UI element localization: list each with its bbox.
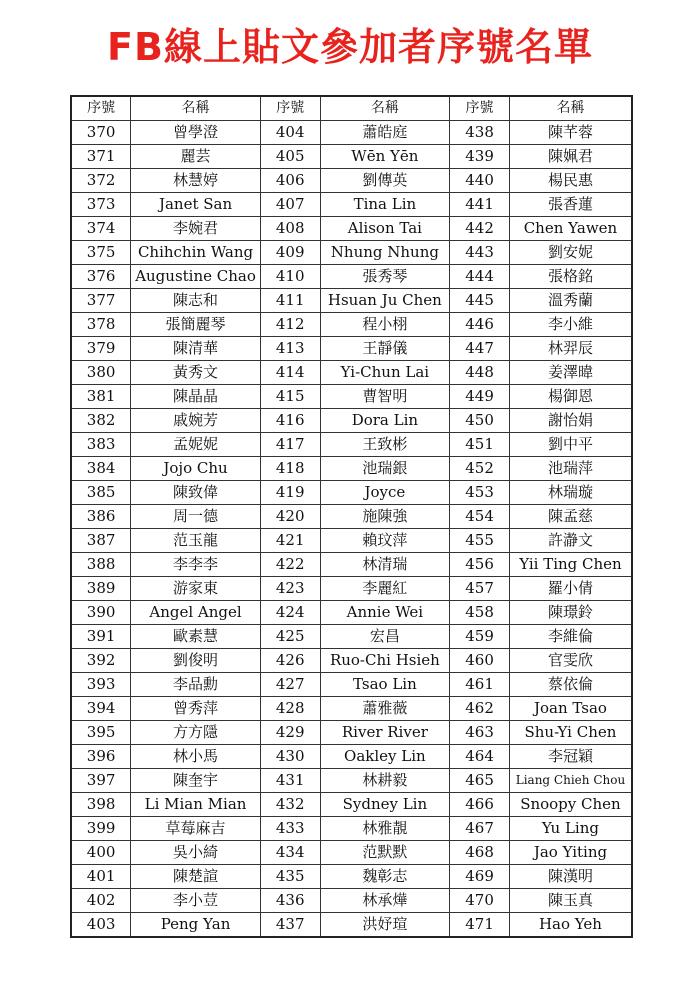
serial-cell: 409 bbox=[260, 241, 320, 265]
name-cell: 王致彬 bbox=[320, 433, 450, 457]
name-cell: 李品勳 bbox=[131, 673, 261, 697]
serial-cell: 395 bbox=[71, 721, 131, 745]
name-cell: Sydney Lin bbox=[320, 793, 450, 817]
serial-cell: 386 bbox=[71, 505, 131, 529]
name-cell: Angel Angel bbox=[131, 601, 261, 625]
table-row bbox=[71, 865, 632, 889]
name-cell: Shu-Yi Chen bbox=[509, 721, 632, 745]
table-row bbox=[71, 505, 632, 529]
serial-cell: 442 bbox=[450, 217, 510, 241]
table-row bbox=[71, 313, 632, 337]
name-cell: 張香蓮 bbox=[509, 193, 632, 217]
table-row bbox=[71, 913, 632, 938]
name-cell: 陳玉真 bbox=[509, 889, 632, 913]
name-cell: 賴玟萍 bbox=[320, 529, 450, 553]
name-cell: Snoopy Chen bbox=[509, 793, 632, 817]
serial-cell: 455 bbox=[450, 529, 510, 553]
serial-cell: 459 bbox=[450, 625, 510, 649]
name-cell: 張秀琴 bbox=[320, 265, 450, 289]
serial-cell: 448 bbox=[450, 361, 510, 385]
serial-cell: 421 bbox=[260, 529, 320, 553]
serial-cell: 460 bbox=[450, 649, 510, 673]
name-cell: Yu Ling bbox=[509, 817, 632, 841]
name-cell: 曹智明 bbox=[320, 385, 450, 409]
name-cell: 陳晶晶 bbox=[131, 385, 261, 409]
name-cell: 陳芊蓉 bbox=[509, 121, 632, 145]
serial-cell: 428 bbox=[260, 697, 320, 721]
name-cell: 劉俊明 bbox=[131, 649, 261, 673]
table-header-row bbox=[71, 96, 632, 121]
serial-cell: 430 bbox=[260, 745, 320, 769]
name-cell: 陳清華 bbox=[131, 337, 261, 361]
name-cell: Yi-Chun Lai bbox=[320, 361, 450, 385]
name-cell: 溫秀蘭 bbox=[509, 289, 632, 313]
name-cell: 草莓麻吉 bbox=[131, 817, 261, 841]
name-cell: Augustine Chao bbox=[131, 265, 261, 289]
serial-cell: 402 bbox=[71, 889, 131, 913]
serial-cell: 376 bbox=[71, 265, 131, 289]
table-row bbox=[71, 433, 632, 457]
serial-cell: 407 bbox=[260, 193, 320, 217]
table-row bbox=[71, 337, 632, 361]
serial-cell: 441 bbox=[450, 193, 510, 217]
serial-cell: 403 bbox=[71, 913, 131, 938]
serial-cell: 373 bbox=[71, 193, 131, 217]
name-cell: 陳致偉 bbox=[131, 481, 261, 505]
serial-cell: 400 bbox=[71, 841, 131, 865]
name-cell: Oakley Lin bbox=[320, 745, 450, 769]
name-cell: 李婉君 bbox=[131, 217, 261, 241]
table-row bbox=[71, 169, 632, 193]
serial-cell: 372 bbox=[71, 169, 131, 193]
name-cell: 林耕毅 bbox=[320, 769, 450, 793]
table-body bbox=[71, 121, 632, 938]
serial-cell: 385 bbox=[71, 481, 131, 505]
name-cell: 方方隱 bbox=[131, 721, 261, 745]
name-cell: Tina Lin bbox=[320, 193, 450, 217]
serial-cell: 439 bbox=[450, 145, 510, 169]
table-row bbox=[71, 577, 632, 601]
name-cell: 李李李 bbox=[131, 553, 261, 577]
serial-cell: 417 bbox=[260, 433, 320, 457]
name-cell: 蔡依倫 bbox=[509, 673, 632, 697]
serial-cell: 438 bbox=[450, 121, 510, 145]
name-cell: 麗芸 bbox=[131, 145, 261, 169]
serial-cell: 443 bbox=[450, 241, 510, 265]
name-cell: Wēn Yēn bbox=[320, 145, 450, 169]
serial-cell: 410 bbox=[260, 265, 320, 289]
table-row bbox=[71, 769, 632, 793]
table-row bbox=[71, 217, 632, 241]
serial-cell: 405 bbox=[260, 145, 320, 169]
serial-cell: 464 bbox=[450, 745, 510, 769]
name-cell: 李麗紅 bbox=[320, 577, 450, 601]
serial-cell: 426 bbox=[260, 649, 320, 673]
name-cell: Janet San bbox=[131, 193, 261, 217]
name-cell: 張簡麗琴 bbox=[131, 313, 261, 337]
serial-cell: 379 bbox=[71, 337, 131, 361]
serial-cell: 454 bbox=[450, 505, 510, 529]
serial-cell: 378 bbox=[71, 313, 131, 337]
name-cell: 楊民惠 bbox=[509, 169, 632, 193]
name-cell: Hsuan Ju Chen bbox=[320, 289, 450, 313]
serial-cell: 406 bbox=[260, 169, 320, 193]
name-cell: Joyce bbox=[320, 481, 450, 505]
name-cell: 劉安妮 bbox=[509, 241, 632, 265]
name-cell: Joan Tsao bbox=[509, 697, 632, 721]
serial-cell: 453 bbox=[450, 481, 510, 505]
serial-cell: 462 bbox=[450, 697, 510, 721]
serial-cell: 375 bbox=[71, 241, 131, 265]
serial-cell: 416 bbox=[260, 409, 320, 433]
serial-cell: 419 bbox=[260, 481, 320, 505]
header-serial-2: 序號 bbox=[260, 96, 320, 121]
serial-cell: 458 bbox=[450, 601, 510, 625]
table-row bbox=[71, 697, 632, 721]
name-cell: 林慧婷 bbox=[131, 169, 261, 193]
serial-cell: 471 bbox=[450, 913, 510, 938]
header-serial-3: 序號 bbox=[450, 96, 510, 121]
name-cell: Chen Yawen bbox=[509, 217, 632, 241]
serial-cell: 449 bbox=[450, 385, 510, 409]
serial-cell: 456 bbox=[450, 553, 510, 577]
serial-cell: 424 bbox=[260, 601, 320, 625]
serial-cell: 370 bbox=[71, 121, 131, 145]
serial-cell: 461 bbox=[450, 673, 510, 697]
serial-cell: 434 bbox=[260, 841, 320, 865]
table-row bbox=[71, 457, 632, 481]
name-cell: 劉中平 bbox=[509, 433, 632, 457]
serial-cell: 431 bbox=[260, 769, 320, 793]
name-cell: 戚婉芳 bbox=[131, 409, 261, 433]
serial-cell: 396 bbox=[71, 745, 131, 769]
name-cell: 吳小綺 bbox=[131, 841, 261, 865]
table-row bbox=[71, 745, 632, 769]
serial-cell: 388 bbox=[71, 553, 131, 577]
name-cell: 孟妮妮 bbox=[131, 433, 261, 457]
serial-cell: 422 bbox=[260, 553, 320, 577]
serial-cell: 399 bbox=[71, 817, 131, 841]
name-cell: Peng Yan bbox=[131, 913, 261, 938]
table-row bbox=[71, 241, 632, 265]
table-row bbox=[71, 721, 632, 745]
name-cell: 陳璟鈴 bbox=[509, 601, 632, 625]
serial-cell: 465 bbox=[450, 769, 510, 793]
header-serial-1: 序號 bbox=[71, 96, 131, 121]
name-cell: 池瑞銀 bbox=[320, 457, 450, 481]
name-cell: 蕭雅薇 bbox=[320, 697, 450, 721]
name-cell: 許瀞文 bbox=[509, 529, 632, 553]
serial-cell: 427 bbox=[260, 673, 320, 697]
serial-cell: 383 bbox=[71, 433, 131, 457]
name-cell: 姜澤暐 bbox=[509, 361, 632, 385]
table-row bbox=[71, 649, 632, 673]
table-row bbox=[71, 817, 632, 841]
name-cell: 曾學澄 bbox=[131, 121, 261, 145]
name-cell: 游家東 bbox=[131, 577, 261, 601]
name-cell: 魏彰志 bbox=[320, 865, 450, 889]
name-cell: Jojo Chu bbox=[131, 457, 261, 481]
name-cell: 范默默 bbox=[320, 841, 450, 865]
serial-cell: 404 bbox=[260, 121, 320, 145]
serial-cell: 380 bbox=[71, 361, 131, 385]
header-name-1: 名稱 bbox=[131, 96, 261, 121]
name-cell: 洪妤瑄 bbox=[320, 913, 450, 938]
serial-cell: 433 bbox=[260, 817, 320, 841]
name-cell: Yii Ting Chen bbox=[509, 553, 632, 577]
name-cell: 陳孟慈 bbox=[509, 505, 632, 529]
participant-table bbox=[70, 95, 633, 938]
name-cell: 李小維 bbox=[509, 313, 632, 337]
name-cell: 李維倫 bbox=[509, 625, 632, 649]
serial-cell: 374 bbox=[71, 217, 131, 241]
serial-cell: 423 bbox=[260, 577, 320, 601]
name-cell: 謝怡娟 bbox=[509, 409, 632, 433]
serial-cell: 466 bbox=[450, 793, 510, 817]
name-cell: 曾秀萍 bbox=[131, 697, 261, 721]
serial-cell: 444 bbox=[450, 265, 510, 289]
table-row bbox=[71, 265, 632, 289]
name-cell: 程小栩 bbox=[320, 313, 450, 337]
name-cell: 王靜儀 bbox=[320, 337, 450, 361]
name-cell: Alison Tai bbox=[320, 217, 450, 241]
serial-cell: 436 bbox=[260, 889, 320, 913]
table-row bbox=[71, 889, 632, 913]
serial-cell: 408 bbox=[260, 217, 320, 241]
serial-cell: 398 bbox=[71, 793, 131, 817]
name-cell: 宏昌 bbox=[320, 625, 450, 649]
name-cell: 林雅靚 bbox=[320, 817, 450, 841]
table-row bbox=[71, 673, 632, 697]
name-cell: 池瑞萍 bbox=[509, 457, 632, 481]
name-cell: 蕭皓庭 bbox=[320, 121, 450, 145]
table-row bbox=[71, 793, 632, 817]
table-row bbox=[71, 145, 632, 169]
serial-cell: 463 bbox=[450, 721, 510, 745]
name-cell: 陳奎宇 bbox=[131, 769, 261, 793]
serial-cell: 390 bbox=[71, 601, 131, 625]
serial-cell: 393 bbox=[71, 673, 131, 697]
serial-cell: 371 bbox=[71, 145, 131, 169]
serial-cell: 412 bbox=[260, 313, 320, 337]
table-row bbox=[71, 121, 632, 145]
table-row bbox=[71, 361, 632, 385]
name-cell: Liang Chieh Chou bbox=[509, 769, 632, 793]
serial-cell: 469 bbox=[450, 865, 510, 889]
serial-cell: 437 bbox=[260, 913, 320, 938]
name-cell: Ruo-Chi Hsieh bbox=[320, 649, 450, 673]
name-cell: Li Mian Mian bbox=[131, 793, 261, 817]
serial-cell: 446 bbox=[450, 313, 510, 337]
serial-cell: 432 bbox=[260, 793, 320, 817]
serial-cell: 440 bbox=[450, 169, 510, 193]
name-cell: Annie Wei bbox=[320, 601, 450, 625]
serial-cell: 384 bbox=[71, 457, 131, 481]
name-cell: 羅小倩 bbox=[509, 577, 632, 601]
serial-cell: 447 bbox=[450, 337, 510, 361]
serial-cell: 435 bbox=[260, 865, 320, 889]
table-row bbox=[71, 601, 632, 625]
name-cell: 周一德 bbox=[131, 505, 261, 529]
name-cell: 官雯欣 bbox=[509, 649, 632, 673]
serial-cell: 470 bbox=[450, 889, 510, 913]
name-cell: 林清瑞 bbox=[320, 553, 450, 577]
serial-cell: 414 bbox=[260, 361, 320, 385]
serial-cell: 413 bbox=[260, 337, 320, 361]
name-cell: 陳志和 bbox=[131, 289, 261, 313]
serial-cell: 411 bbox=[260, 289, 320, 313]
table-row bbox=[71, 481, 632, 505]
table-row bbox=[71, 385, 632, 409]
table-row bbox=[71, 193, 632, 217]
name-cell: River River bbox=[320, 721, 450, 745]
table-row bbox=[71, 841, 632, 865]
serial-cell: 467 bbox=[450, 817, 510, 841]
table-row bbox=[71, 625, 632, 649]
name-cell: 陳楚諠 bbox=[131, 865, 261, 889]
name-cell: 張格銘 bbox=[509, 265, 632, 289]
name-cell: 林承燁 bbox=[320, 889, 450, 913]
name-cell: Hao Yeh bbox=[509, 913, 632, 938]
serial-cell: 381 bbox=[71, 385, 131, 409]
serial-cell: 401 bbox=[71, 865, 131, 889]
serial-cell: 457 bbox=[450, 577, 510, 601]
name-cell: Tsao Lin bbox=[320, 673, 450, 697]
header-name-3: 名稱 bbox=[509, 96, 632, 121]
serial-cell: 418 bbox=[260, 457, 320, 481]
serial-cell: 429 bbox=[260, 721, 320, 745]
name-cell: 黃秀文 bbox=[131, 361, 261, 385]
name-cell: 施陳強 bbox=[320, 505, 450, 529]
table-row bbox=[71, 289, 632, 313]
serial-cell: 468 bbox=[450, 841, 510, 865]
serial-cell: 377 bbox=[71, 289, 131, 313]
name-cell: Dora Lin bbox=[320, 409, 450, 433]
serial-cell: 420 bbox=[260, 505, 320, 529]
serial-cell: 415 bbox=[260, 385, 320, 409]
serial-cell: 425 bbox=[260, 625, 320, 649]
serial-cell: 451 bbox=[450, 433, 510, 457]
serial-cell: 445 bbox=[450, 289, 510, 313]
serial-cell: 397 bbox=[71, 769, 131, 793]
name-cell: 林羿辰 bbox=[509, 337, 632, 361]
name-cell: 陳漢明 bbox=[509, 865, 632, 889]
name-cell: 劉傳英 bbox=[320, 169, 450, 193]
table-row bbox=[71, 553, 632, 577]
name-cell: Jao Yiting bbox=[509, 841, 632, 865]
name-cell: Chihchin Wang bbox=[131, 241, 261, 265]
table-row bbox=[71, 409, 632, 433]
serial-cell: 450 bbox=[450, 409, 510, 433]
name-cell: 陳姵君 bbox=[509, 145, 632, 169]
table-row bbox=[71, 529, 632, 553]
name-cell: 楊御恩 bbox=[509, 385, 632, 409]
serial-cell: 394 bbox=[71, 697, 131, 721]
name-cell: 林瑞璇 bbox=[509, 481, 632, 505]
serial-cell: 452 bbox=[450, 457, 510, 481]
name-cell: Nhung Nhung bbox=[320, 241, 450, 265]
header-name-2: 名稱 bbox=[320, 96, 450, 121]
page-title: FB線上貼文參加者序號名單 bbox=[107, 25, 593, 69]
name-cell: 歐素慧 bbox=[131, 625, 261, 649]
name-cell: 范玉龍 bbox=[131, 529, 261, 553]
serial-cell: 392 bbox=[71, 649, 131, 673]
serial-cell: 391 bbox=[71, 625, 131, 649]
serial-cell: 382 bbox=[71, 409, 131, 433]
name-cell: 李小荳 bbox=[131, 889, 261, 913]
name-cell: 李冠穎 bbox=[509, 745, 632, 769]
serial-cell: 387 bbox=[71, 529, 131, 553]
serial-cell: 389 bbox=[71, 577, 131, 601]
name-cell: 林小馬 bbox=[131, 745, 261, 769]
